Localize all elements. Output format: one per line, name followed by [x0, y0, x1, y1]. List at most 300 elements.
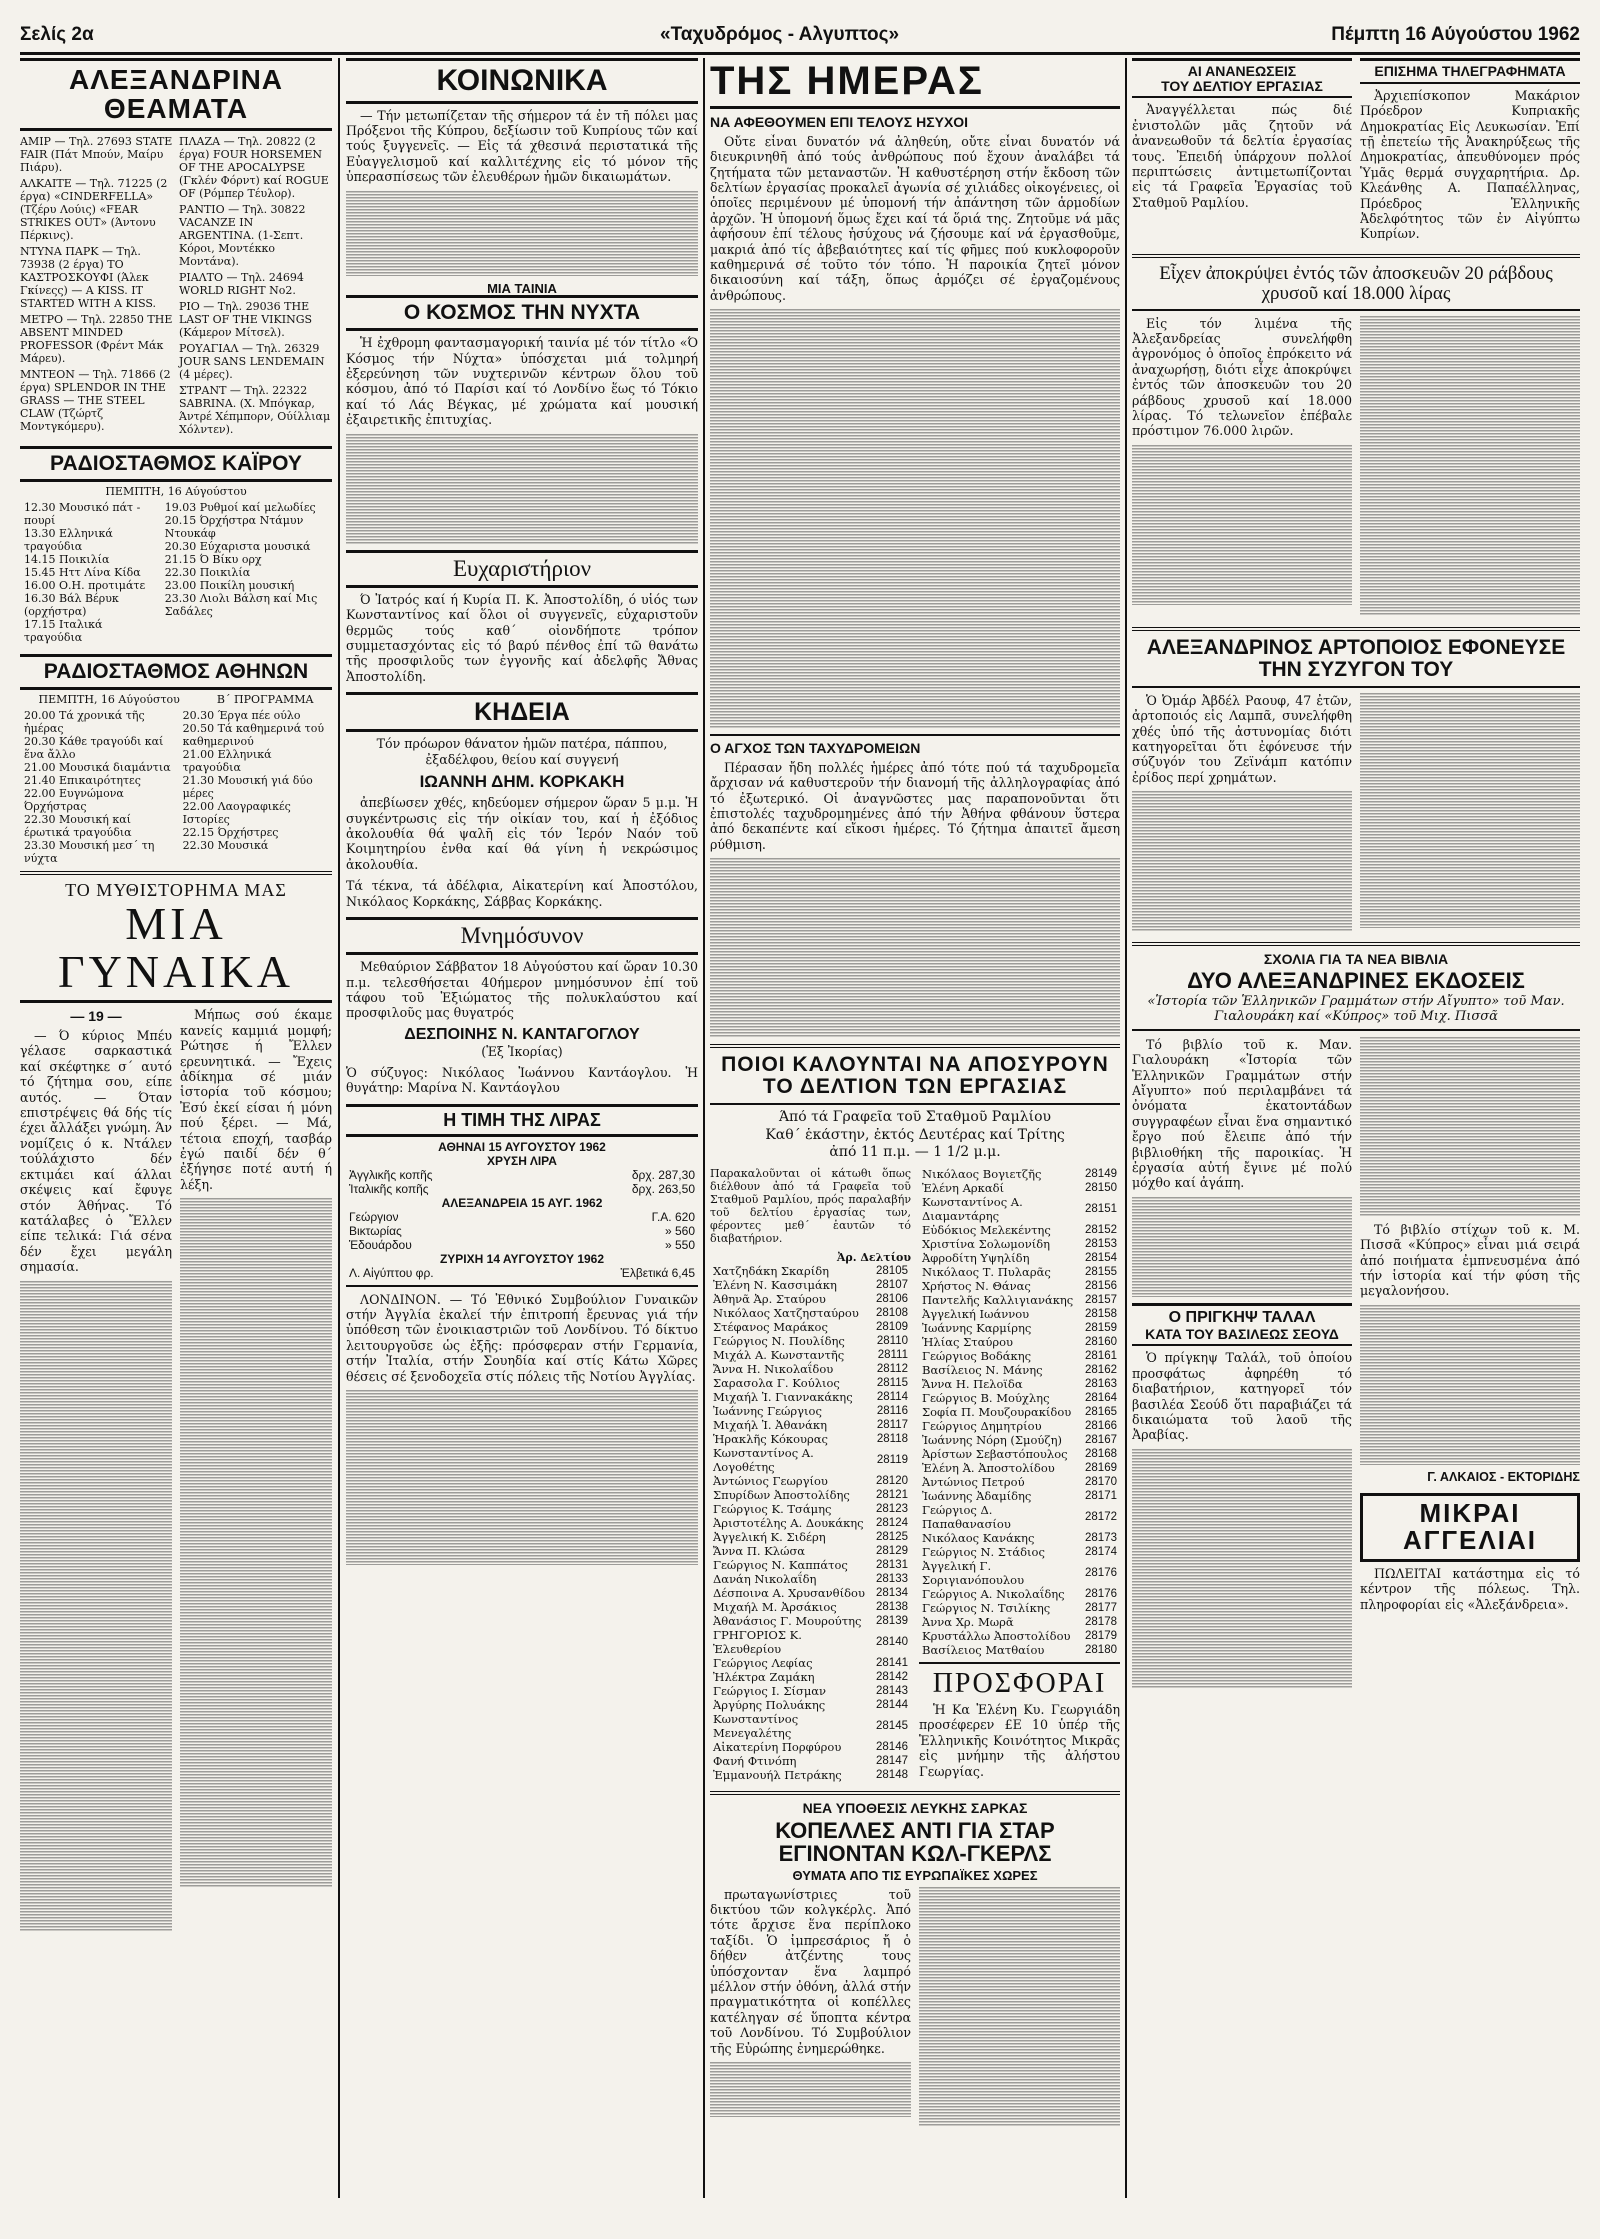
person-name: Μιχαήλ Ἰ. Γιαννακάκης — [713, 1389, 853, 1404]
books-body — [1132, 1037, 1580, 1694]
books-sub: «Ἱστορία τῶν Ἑλληνικῶν Γραμμάτων στήν Αἴγυπτο» τοῦ Μαν. Γιαλουράκη καί «Κύπρος» τοῦ Μιχ. Πισσᾶ — [1132, 994, 1580, 1031]
person-name: Ἡλίας Σταύρου — [922, 1334, 1013, 1349]
paragraph: Ό Ἰατρός καί ή Κυρία Π. Κ. Ἀποστολίδη, ό υἱός των Κωνσταντίνος καί ὅλοι οἱ συγγενεῖς, εὐχαριστοῦν θερμῶς τούς καθ΄ οἱονδήποτε τρόπον συμμετασχόντας εἰς τό βαρύ πένθος ἐπί τῶ θανάτω τῆς προσφιλοῦς των ἐγγονῆς καί ἀδελφῆς Ἄθνας Ἀποστολίδη. — [346, 591, 698, 684]
card-number: 28142 — [876, 1670, 908, 1683]
prince-title-2: ΚΑΤΑ ΤΟΥ ΒΑΣΙΛΕΩΣ ΣΕΟΥΔ — [1132, 1327, 1352, 1347]
novel-column-left — [20, 1007, 172, 1935]
name-row — [710, 1390, 911, 1404]
name-row — [919, 1545, 1120, 1559]
name-row — [710, 1348, 911, 1362]
person-name: Μιχαήλ Ἰ. Ἀθανάκη — [713, 1417, 827, 1432]
cinema-entry: ΠΛΑΖΑ — Τηλ. 20822 (2 έργα) FOUR HORSEMEN OF THE APOCALYPSE (Γκλέν Φόρντ) καί ROGUE OF (Ρόμπερ Τέυλορ). — [179, 134, 329, 200]
card-number: 28177 — [1085, 1601, 1117, 1614]
baker-text — [1132, 693, 1352, 785]
name-row — [919, 1167, 1120, 1181]
books-column-left — [1132, 1037, 1352, 1694]
card-number: 28112 — [876, 1362, 908, 1375]
text-placeholder — [1132, 445, 1352, 605]
issue-date: Πέμπτη 16 Αύγούστου 1962 — [1331, 24, 1580, 45]
newspaper-name: «Ταχυδρόμος - Αλγυπτος» — [660, 24, 900, 45]
card-number: 28144 — [876, 1698, 908, 1711]
paragraph: — Τήν μετωπίζεταν τῆς σήμερον τά ἐν τῆ πόλει μας Πρόξενοι τῆς Κύπρου, δεξίωσιν τοῦ Κυπρίους τῶν καί τούς ξυγγενεῖς. — Εἰς τά χθεσινά περιστατικά τῆς Εὐαγγελισμοῦ καί καλλιτέχνης εἰς τό μόνον τῆς ὑπερασπίσεως τῶν ἐλευθέρων ἡμῶν δικαιωμάτων. — [346, 107, 698, 185]
name-row — [919, 1419, 1120, 1433]
lira-label: ΑΛΕΞΑΝΔΡΕΙΑ 15 ΑΥΓ. 1962 — [441, 1195, 603, 1210]
novel-text — [180, 1007, 332, 1192]
card-number: 28169 — [1085, 1461, 1117, 1474]
card-number: 28120 — [876, 1474, 908, 1487]
name-row — [919, 1531, 1120, 1545]
lira-value: Ἑλβετικά 6,45 — [620, 1265, 695, 1280]
post-title: Ο ΑΓΧΟΣ ΤΩΝ ΤΑΧΥΔΡΟΜΕΙΩΝ — [710, 740, 921, 757]
card-number: 28145 — [876, 1719, 908, 1732]
person-name: Νικόλαος Βογιετζῆς — [922, 1166, 1042, 1181]
novel-text — [20, 1028, 172, 1275]
column-rule — [338, 58, 340, 2198]
person-name: Νικόλαος Κανάκης — [922, 1530, 1035, 1545]
person-name: Σπυρίδων Ἀποστολίδης — [713, 1487, 850, 1502]
thanks-title: Ευχαριστήριον — [346, 550, 698, 588]
page-number: Σελίς 2α — [20, 24, 94, 45]
paragraph: Ἀναγγέλλεται πώς διέ ἐνιστολῶν μᾶς ζητοῦν νά ἀνανεωθοῦν τά δελτία ἐργασίας τους. Ἐπειδή ὑπάρχουν πολλοί περιπτώσεις ἀντιμετωπίζονται εἰς τά Γραφεῖα Ἐργασίας τοῦ Σταθμοῦ Ραμλίου. — [1132, 102, 1352, 210]
withdraw-sub1: Άπό τά Γραφεῖα τοῦ Σταθμοῦ Ραμλίου — [778, 1110, 1052, 1126]
name-row — [919, 1475, 1120, 1489]
person-name: Νικόλαος Χατζησταύρου — [713, 1305, 859, 1320]
name-row — [919, 1223, 1120, 1237]
schedule-item: 21.15 Ό Βίκυ ορχ — [164, 552, 262, 566]
schedule-item: 15.45 Ηττ Λίνα Κίδα — [24, 565, 141, 579]
name-row — [710, 1754, 911, 1768]
card-number: 28178 — [1085, 1615, 1117, 1628]
person-name: Ἀθηνᾶ Ἀρ. Σταύρου — [713, 1291, 826, 1306]
card-number: 28180 — [1085, 1643, 1117, 1656]
schedule-item: 22.30 Μουσικά — [182, 838, 269, 852]
card-number: 28174 — [1085, 1545, 1117, 1558]
name-row — [710, 1516, 911, 1530]
card-number: 28172 — [1085, 1510, 1117, 1523]
person-name: Βασίλειος Ματθαίου — [922, 1642, 1045, 1657]
person-name: Σοφία Π. Μουζουρακίδου — [922, 1404, 1072, 1419]
card-number: 28118 — [876, 1432, 908, 1445]
name-row — [919, 1405, 1120, 1419]
name-row — [919, 1349, 1120, 1363]
card-number: 28148 — [876, 1768, 908, 1781]
text-placeholder — [710, 2062, 911, 2117]
lira-row — [346, 1140, 698, 1154]
card-number: 28143 — [876, 1684, 908, 1697]
person-name: Φανή Φτινόπη — [713, 1753, 797, 1768]
card-number: 28119 — [876, 1453, 908, 1466]
schedule-item: 23.30 Λιολι Βάλση καί Μις Σαδάλες — [164, 591, 318, 618]
card-number: 28105 — [876, 1264, 908, 1277]
person-name: Ἀντώνιος Γεωργίου — [713, 1473, 828, 1488]
telegram-notice — [1360, 58, 1580, 248]
name-row — [710, 1572, 911, 1586]
divider — [1132, 309, 1580, 311]
card-number: 28176 — [1085, 1566, 1117, 1579]
name-row — [710, 1586, 911, 1600]
name-row — [919, 1335, 1120, 1349]
person-name: Σαρασολα Γ. Κούλιος — [713, 1375, 840, 1390]
person-name: Γεώργιος Ι. Σίσμαν — [713, 1683, 827, 1698]
name-row — [710, 1544, 911, 1558]
cinema-entry: ΜΝΤΕΟΝ — Τηλ. 71866 (2 έργα) SPLENDOR IN THE GRASS — THE STEEL CLAW (Τζώρτζ Μοντγκόμερυ). — [20, 367, 171, 433]
person-name: Βασίλειος Ν. Μάνης — [922, 1362, 1043, 1377]
divider — [919, 1662, 1120, 1664]
schedule-item: 17.15 Ιταλικά τραγούδια — [24, 617, 103, 644]
books-column-right — [1360, 1037, 1580, 1694]
schedule-item: 20.50 Τά καθημερινά τού καθημερινού — [182, 721, 325, 748]
cinema-entry: ΑΜΙΡ — Τηλ. 27693 STATE FAIR (Πάτ Μπούν, Μαίρυ Πιάρυ). — [20, 134, 173, 174]
baker-title: ΑΛΕΞΑΝΔΡΙΝΟΣ ΑΡΤΟΠΟΙΟΣ ΕΦΟΝΕΥΣΕ ΤΗΝ ΣΥΖΥΓΟΝ ΤΟΥ — [1146, 635, 1566, 681]
card-number: 28133 — [876, 1572, 908, 1585]
paragraph: Ὁ πρίγκηψ Ταλάλ, τοῦ ὁποίου προσφάτως ἀφηρέθη τό διαβατήριον, κατηγορεῖ τόν βασιλέα Σεούδ ὅτι παραβιάζει τά δικαιώματα τοῦ λαοῦ τῆς Ἀραβίας. — [1132, 1350, 1352, 1443]
name-row — [710, 1446, 911, 1474]
person-name: Χρήστος Ν. Θάνας — [922, 1278, 1031, 1293]
funeral-text — [346, 795, 698, 872]
gold-body — [1132, 316, 1580, 621]
lira-label: Ἀγγλικῆς κοπῆς — [349, 1167, 433, 1182]
schedule-item: 16.30 Βάλ Βέρυκ (ορχήστρα) — [24, 591, 119, 618]
card-number: 28168 — [1085, 1447, 1117, 1460]
prince-text — [1132, 1350, 1352, 1442]
person-name: Ἰωάννης Νόρη (Σμούζη) — [922, 1432, 1063, 1447]
name-row — [919, 1251, 1120, 1265]
divider — [1132, 254, 1580, 258]
person-name: Ἀννα Χρ. Μωρᾶ — [922, 1614, 1014, 1629]
person-name: Ἀργύρης Πολυάκης — [713, 1697, 826, 1712]
radio-cairo-title: ΡΑΔΙΟΣΤΑΘΜΟΣ ΚΑΪΡΟΥ — [20, 446, 332, 482]
card-number: 28179 — [1085, 1629, 1117, 1642]
novel-kicker: ΤΟ ΜΥΘΙΣΤΟΡΗΜΑ ΜΑΣ — [65, 879, 287, 900]
person-name: Ἐμμανουήλ Πετράκης — [713, 1767, 842, 1782]
text-placeholder — [1360, 1305, 1580, 1465]
name-row — [919, 1587, 1120, 1601]
column-rule — [703, 58, 705, 2198]
person-name: Ἄννα Η. Νικολαΐδου — [713, 1361, 834, 1376]
leukis-text — [710, 1887, 911, 2056]
radio-athens-title: ΡΑΔΙΟΣΤΑΘΜΟΣ ΑΘΗΝΩΝ — [20, 654, 332, 690]
gold-text — [1132, 316, 1352, 439]
person-name: Γεώργιος Ν. Πουλίδης — [713, 1333, 845, 1348]
text-placeholder — [180, 1198, 332, 1888]
person-name: Ἐλένη Αρκαδί — [922, 1180, 1005, 1195]
person-name: Ἰωάννης Ἀδαμίδης — [922, 1488, 1032, 1503]
text-placeholder — [1132, 1197, 1352, 1297]
funeral-name: ΙΩΑΝΝΗ ΔΗΜ. ΚΟΡΚΑΚΗ — [419, 772, 625, 792]
text-placeholder — [346, 191, 698, 276]
cinema-entry: ΡΑΝΤΙΟ — Τηλ. 30822 VACANZE IN ARGENTINA. (1-Σεπτ. Κόροι, Μοντέκκο Μοντάνα). — [179, 202, 306, 268]
card-number: 28110 — [876, 1334, 908, 1347]
name-row — [710, 1712, 911, 1740]
card-number: 28170 — [1085, 1475, 1117, 1488]
person-name: Ἠλέκτρα Ζαμάκη — [713, 1669, 815, 1684]
paragraph: — Ό κύριος Μπέυ γέλασε σαρκαστικά καί σκέφτηκε σ΄ αυτό τό ζήτημα σου, είπε αυτός. — Όταν επιστρέψεις θά δής τίς έχει ἄλλάξει γνώμη. Άν νομίζεις ό κ. Ντάλεν τούλάχιστο δέν εκτιμάει καί άλλαι σκέψεις καί ἔφυγε στόν Άθήνας. Τό κατάλαβες ὁ Ἔλλεν είπε τελικά: Γιά σένα δέν ἔχει μεγάλη σημασία. — [20, 1028, 172, 1275]
card-number: 28161 — [1085, 1349, 1117, 1362]
lira-row — [346, 1154, 698, 1168]
editorial-title: ΝΑ ΑΦΕΘΟΥΜΕΝ ΕΠΙ ΤΕΛΟΥΣ ΗΣΥΧΟΙ — [710, 114, 969, 130]
person-name: Κωνσταντίνος Α. Λογοθέτης — [713, 1445, 814, 1474]
cinema-listings — [20, 135, 332, 436]
cinema-list-right — [179, 135, 332, 436]
memorial-origin: (Ἐξ Ἰκορίας) — [481, 1043, 563, 1059]
person-name: Γεώργιος Ν. Καππάτος — [713, 1557, 848, 1572]
name-row — [710, 1502, 911, 1516]
lira-label: Γεώργιον — [349, 1209, 399, 1224]
person-name: Κωνσταντίνος Α. Διαμαντάρης — [922, 1194, 1023, 1223]
paragraph: Μήπως σού έκαμε κανείς καμμιά μομφή; Ρώτησε ή Ἔλλεν ερευνητικά. — Ἔχεις ἀδίκημα σέ μιάν ἱστορία τοῦ κόσμου; Ἐσύ ἐκεί είσαι ή μόνη πού ξέρει. — Μά, τέτοια εποχή, τασβάρ ἐγώ παιδί δέν θ΄ ἐξήγησε ποτέ αυτή ή λέξη. — [180, 1007, 332, 1192]
name-row — [919, 1461, 1120, 1475]
person-name: Χριστίνα Σολωμονίδη — [922, 1236, 1051, 1251]
schedule-item: 22.00 Λαογραφικές Ιστορίες — [182, 799, 291, 826]
person-name: Στέφανος Μαράκος — [713, 1319, 828, 1334]
theatres-title: ΑΛΕΞΑΝΔΡΙΝΑ ΘΕΑΜΑΤΑ — [20, 58, 332, 131]
paragraph: Ἀρχιεπίσκοπον Μακάριον Πρόεδρον Κυπριακῆς Δημοκρατίας Εἰς Λευκωσίαν. Ἐπί τῇ ἐπετείω τῆς Ἀνακηρύξεως τῆς Δημοκρατίας, ἀπευθύνομεν πρός Ὑμᾶς θερμά συγχαρητήρια. Δρ. Κλεάνθης Α. Παπαέλληνας, Πρόεδρος Ἑλληνικῆς Ἀδελφότητος τῶν ἐν Αἰγύπτω Κυπρίων. — [1360, 87, 1580, 242]
lira-label: ΖΥΡΙΧΗ 14 ΑΥΓΟΥΣΤΟΥ 1962 — [439, 1251, 605, 1266]
name-row — [710, 1698, 911, 1712]
lira-value: δρχ. 263,50 — [631, 1181, 695, 1196]
lira-label: Ἰταλικῆς κοπῆς — [349, 1181, 429, 1196]
schedule-item: 21.30 Μουσική γιά δύο μέρες — [182, 773, 313, 800]
lira-label: ΑΘΗΝΑΙ 15 ΑΥΓΟΥΣΤΟΥ 1962 — [438, 1139, 606, 1154]
column-2 — [346, 58, 698, 1570]
banner-title: ΤΗΣ ΗΜΕΡΑΣ — [710, 58, 1120, 109]
name-row — [710, 1432, 911, 1446]
names-table-left — [710, 1264, 911, 1782]
radio-athens-dateline — [20, 693, 332, 706]
card-number: 28109 — [876, 1320, 908, 1333]
name-row — [919, 1503, 1120, 1531]
card-number: 28129 — [876, 1544, 908, 1557]
person-name: Ἰωάννης Γεώργιος — [713, 1403, 822, 1418]
paragraph: Τό βιβλίο τοῦ κ. Μαν. Γιαλουράκη «Ἱστορία τῶν Ἑλληνικῶν Γραμμάτων στήν Αἴγυπτο» πού περιλαμβάνει τά ὀνόματα ἑκατοντάδων συγγραφέων εἶναι ἕνα σημαντικό ἔργο πού ἔλειπε ἀπό τήν βιβλιοθήκη τῆς παροικίας. Ἡ ἐργασία αὐτή ἔγινε μέ πολύ μόχθο καί ἀγάπη. — [1132, 1036, 1352, 1191]
text-placeholder — [710, 309, 1120, 729]
cinema-entry: ΡΟΥΑΓΙΑΛ — Τηλ. 26329 JOUR SANS LENDEMAIN (4 μέρες). — [179, 341, 325, 381]
post-text — [710, 760, 1120, 852]
divider — [710, 1791, 1120, 1795]
cinema-entry: ΣΤΡΑΝΤ — Τηλ. 22322 SABRINA. (Χ. Μπόγκαρ, Άντρέ Χέπμπορν, Ούίλλιαμ Χόλντεν). — [179, 383, 331, 436]
radio-athens-schedule — [20, 709, 332, 865]
leukis-title-1: ΚΟΠΕΛΛΕΣ ΑΝΤΙ ΓΙΑ ΣΤΑΡ — [775, 1817, 1055, 1843]
card-number: 28146 — [876, 1740, 908, 1753]
offers-title: ΠΡΟΣΦΟΡΑΙ — [932, 1667, 1107, 1699]
schedule-item: 23.30 Μουσική μεσ΄ τη νύχτα — [24, 838, 155, 865]
novel-episode: — 19 — — [70, 1008, 122, 1025]
name-row — [710, 1334, 911, 1348]
names-table-right — [919, 1167, 1120, 1657]
person-name: Παντελῆς Καλλιγιανάκης — [922, 1292, 1074, 1307]
name-row — [919, 1447, 1120, 1461]
card-number: 28114 — [876, 1390, 908, 1403]
novel-column-right — [180, 1007, 332, 1935]
gold-title: Εἶχεν ἀποκρύψει ἐντός τῶν ἀποσκευῶν 20 ράβδους χρυσοῦ καί 18.000 λίρας — [1159, 262, 1553, 304]
name-row — [919, 1265, 1120, 1279]
person-name: Γεώργιος Δημητρίου — [922, 1418, 1042, 1433]
schedule-item: 22.30 Μουσική καί έρωτικά τραγούδια — [24, 812, 132, 839]
cinema-entry: ΝΤΥΝΑ ΠΑΡΚ — Τηλ. 73938 (2 έργα) ΤΟ ΚΑΣΤΡΟΣΚΟΥΦΙ (Άλεκ Γκίνεςς) — A KISS. IT STARTED WITH A KISS. — [20, 244, 157, 310]
lira-table — [346, 1140, 698, 1280]
london-text — [346, 1292, 698, 1384]
person-name: Ἐλένη Ἀ. Ἀποστολίδου — [922, 1460, 1055, 1475]
name-row — [710, 1292, 911, 1306]
person-name: Ἀγγελική Γ. Σοριγιανόπουλου — [922, 1558, 1025, 1587]
person-name: ΓΡΗΓΟΡΙΟΣ Κ. Ἐλευθερίου — [713, 1627, 802, 1656]
schedule-item: 20.30 Εύχαριστα μουσικά — [164, 539, 311, 553]
prince-title-1: Ο ΠΡΙΓΚΗΨ ΤΑΛΑΛ — [1132, 1303, 1352, 1327]
person-name: Εὐδόκιος Μελεκέντης — [922, 1222, 1051, 1237]
name-row — [710, 1404, 911, 1418]
paragraph: ΠΩΛΕΙΤΑΙ κατάστημα εἰς τό κέντρον τῆς πόλεως. Τηλ. πληροφορίαι εἰς «Ἀλεξάνδρεια». — [1360, 1565, 1580, 1612]
name-row — [710, 1474, 911, 1488]
name-row — [919, 1601, 1120, 1615]
column-3 — [710, 58, 1120, 2132]
schedule-item: 22.15 Όρχήστρες — [182, 825, 279, 839]
card-number: 28124 — [876, 1516, 908, 1529]
lira-row — [346, 1210, 698, 1224]
person-name: Γεώργιος Δ. Παπαθανασίου — [922, 1502, 1011, 1531]
memorial-family: Ὁ σύζυγος: Νικόλαος Ἰωάννου Καντάογλου. Ἡ θυγάτηρ: Μαρίνα Ν. Καντάογλου — [346, 1064, 698, 1096]
person-name: Ἀγγελική Κ. Σιδέρη — [713, 1529, 826, 1544]
offers-text — [919, 1702, 1120, 1779]
cinema-list-left — [20, 135, 173, 436]
lira-row — [346, 1182, 698, 1196]
card-number: 28138 — [876, 1600, 908, 1613]
schedule-item: 21.40 Επικαιρότητες — [24, 773, 141, 787]
person-name: Γεώργιος Β. Μούχλης — [922, 1390, 1050, 1405]
name-row — [710, 1306, 911, 1320]
name-row — [710, 1278, 911, 1292]
column-4 — [1132, 58, 1580, 1694]
divider — [346, 1285, 698, 1287]
text-placeholder — [710, 858, 1120, 1038]
person-name: Γεώργιος Λεφίας — [713, 1655, 813, 1670]
schedule-item: 13.30 Ελληνικά τραγούδια — [24, 526, 113, 553]
name-row — [710, 1670, 911, 1684]
cinema-entry: ΡΙΑΛΤΟ — Τηλ. 24694 WORLD RIGHT No2. — [179, 270, 304, 297]
column-1 — [20, 58, 332, 1936]
card-number: 28151 — [1085, 1202, 1117, 1215]
paragraph: Πέρασαν ἤδη πολλές ἡμέρες ἀπό τότε πού τά ταχυδρομεῖα ἄρχισαν νά καθυστεροῦν τήν διανομή τῆς ἀλληλογραφίας ἀπό τό ἐξωτερικό. Οἱ ἀναγνῶστες μας παραπονοῦνται ὅτι ἐπιστολές ταχυδρομημένες ἀπό τήν Ἀθήνα φθάνουν ὕστερα ἀπό δεκαπέντε καί εἴκοσι ἡμέρες. Τό ζήτημα ἀπαιτεῖ ἄμεση ρύθμιση. — [710, 759, 1120, 852]
name-row — [710, 1530, 911, 1544]
person-name: Αἰκατερίνη Πορφύρου — [713, 1739, 842, 1754]
card-number: 28155 — [1085, 1265, 1117, 1278]
lira-row — [346, 1224, 698, 1238]
paragraph: Εἰς τόν λιμένα τῆς Ἀλεξανδρείας συνελήφθη ἀγρονόμος ὁ ὁποῖος ἐπρόκειτο νά ἀναχωρήσῃ, διότι εἶχε ἀποκρύψει ἐντός τῶν ἀποσκευῶν του 20 ράβδους χρυσοῦ καί 18.000 λίρας. Τό τελωνεῖον ἐπέβαλε πρόστιμον 76.000 λιρῶν. — [1132, 315, 1352, 439]
card-number: 28108 — [876, 1306, 908, 1319]
radio-cairo-date: ΠΕΜΠΤΗ, 16 Αύγούστου — [105, 484, 247, 498]
classifieds-box — [1360, 1493, 1580, 1562]
text-placeholder — [1132, 1449, 1352, 1689]
newspaper-page — [20, 18, 1580, 2203]
schedule-item: 20.30 Κάθε τραγούδι καί ἕνα ἄλλο — [24, 734, 164, 761]
card-number: 28115 — [876, 1376, 908, 1389]
leukis-kicker: ΝΕΑ ΥΠΟΘΕΣΙΣ ΛΕΥΚΗΣ ΣΑΡΚΑΣ — [802, 1800, 1028, 1817]
column-rule — [1125, 58, 1127, 2198]
text-placeholder — [1360, 316, 1580, 616]
name-row — [919, 1363, 1120, 1377]
person-name: Μιχάλ Α. Κωνσταντῆς — [713, 1347, 845, 1362]
lira-row — [346, 1238, 698, 1252]
name-row — [710, 1376, 911, 1390]
name-row — [919, 1307, 1120, 1321]
books-signature: Γ. ΑΛΚΑΙΟΣ - ΕΚΤΟΡΙΔΗΣ — [1427, 1469, 1580, 1484]
card-number: 28160 — [1085, 1335, 1117, 1348]
schedule-item: 19.03 Ρυθμοί καί μελωδίες — [164, 500, 316, 514]
withdraw-sub2: Καθ΄ ἑκάστην, ἐκτός Δευτέρας καί Τρίτης — [765, 1127, 1065, 1143]
name-row — [919, 1321, 1120, 1335]
divider — [1132, 627, 1580, 631]
person-name: Κρυστάλλω Ἀποστολίδου — [922, 1628, 1071, 1643]
telegram-text — [1360, 88, 1580, 242]
name-row — [919, 1643, 1120, 1657]
card-number: 28166 — [1085, 1419, 1117, 1432]
card-number: 28107 — [876, 1278, 908, 1291]
name-row — [710, 1768, 911, 1782]
lira-value: » 560 — [664, 1223, 695, 1238]
card-number: 28156 — [1085, 1279, 1117, 1292]
schedule-item: 20.30 Έργα πέε ούλο — [182, 708, 301, 722]
person-name: Ἀντώνιος Πετρού — [922, 1474, 1025, 1489]
card-number: 28153 — [1085, 1237, 1117, 1250]
card-number: 28125 — [876, 1530, 908, 1543]
person-name: Κωνσταντίνος Μενεγαλέτης — [713, 1711, 799, 1740]
text-placeholder — [1360, 1037, 1580, 1217]
text-placeholder — [346, 434, 698, 544]
name-row — [919, 1237, 1120, 1251]
name-row — [710, 1558, 911, 1572]
person-name: Ἀθανάσιος Γ. Μουρούτης — [713, 1613, 862, 1628]
withdraw-title: ΠΟΙΟΙ ΚΑΛΟΥΝΤΑΙ ΝΑ ΑΠΟΣΥΡΟΥΝ ΤΟ ΔΕΛΤΙΟΝ ΤΩΝ ΕΡΓΑΣΙΑΣ — [721, 1053, 1109, 1099]
funeral-family: Τά τέκνα, τά ἀδέλφια, Αἰκατερίνη καί Ἀποστόλου, Νικόλαος Κορκάκης, Σάββας Κορκάκης. — [346, 878, 698, 909]
radio-athens-program: Β΄ ΠΡΟΓΡΑΜΜΑ — [216, 692, 314, 706]
person-name: Ἄννα Η. Πελοϊδα — [922, 1376, 1023, 1391]
name-row — [919, 1433, 1120, 1447]
memorial-text — [346, 959, 698, 1021]
card-number: 28162 — [1085, 1363, 1117, 1376]
lira-row — [346, 1196, 698, 1210]
withdraw-list-right — [919, 1167, 1120, 1785]
name-row — [710, 1740, 911, 1754]
novel-title: ΜΙΑ ΓΥΝΑΙΚΑ — [20, 900, 332, 1004]
books-title: ΔΥΟ ΑΛΕΞΑΝΔΡΙΝΕΣ ΕΚΔΟΣΕΙΣ — [1187, 967, 1525, 993]
text-placeholder — [20, 1281, 172, 1931]
schedule-item: 12.30 Μουσικό πάτ - πουρί — [24, 500, 141, 527]
lira-row — [346, 1252, 698, 1266]
paragraph: Μεθαύριον Σάββατον 18 Αὐγούστου καί ὥραν 10.30 π.μ. τελεσθήσεται 40ήμερον μνημόσυνον ἐπί τοῦ τάφου τοῦ Ἐξιώματος τῆς πολυκλαύστου καί προσφιλοῦς μας θυγατρός — [346, 959, 698, 1021]
leukis-sub: ΘΥΜΑΤΑ ΑΠΟ ΤΙΣ ΕΥΡΩΠΑΪΚΕΣ ΧΩΡΕΣ — [792, 1867, 1038, 1883]
memorial-title: Μνημόσυνον — [346, 917, 698, 955]
name-row — [710, 1600, 911, 1614]
lira-label: Ἑδουάρδου — [349, 1237, 412, 1252]
person-name: Χατζηδάκη Σκαρίδη — [713, 1263, 830, 1278]
name-row — [710, 1656, 911, 1670]
schedule-item: 21.00 Ελληνικά τραγούδια — [182, 747, 272, 774]
paragraph: Τό βιβλίο στίχων τοῦ κ. Μ. Πισσᾶ «Κύπρος» εἶναι μιά σειρά ἀπό ποιήματα ἐμπνευσμένα ἀπό τήν ἱστορία καί τήν φύση τῆς μεγαλονήσου. — [1360, 1221, 1580, 1299]
name-row — [919, 1279, 1120, 1293]
name-row — [919, 1615, 1120, 1629]
name-row — [710, 1264, 911, 1278]
schedule-item: 21.00 Μουσικά διαμάντια — [24, 760, 171, 774]
books-kicker: ΣΧΟΛΙΑ ΓΙΑ ΤΑ ΝΕΑ ΒΙΒΛΙΑ — [1263, 951, 1449, 968]
person-name: Δανάη Νικολαΐδη — [713, 1571, 817, 1586]
memorial-name: ΔΕΣΠΟΙΝΗΣ Ν. ΚΑΝΤΑΓΟΓΛΟΥ — [404, 1025, 640, 1043]
film-title: Ο ΚΟΣΜΟΣ ΤΗΝ ΝΥΧΤΑ — [346, 295, 698, 331]
name-row — [919, 1293, 1120, 1307]
lira-title: Η ΤΙΜΗ ΤΗΣ ΛΙΡΑΣ — [346, 1104, 698, 1137]
text-placeholder — [1132, 791, 1352, 931]
baker-body — [1132, 693, 1580, 936]
page-header — [20, 18, 1580, 55]
schedule-item: 20.00 Τά χρονικά τῆς ἡμέρας — [24, 708, 145, 735]
